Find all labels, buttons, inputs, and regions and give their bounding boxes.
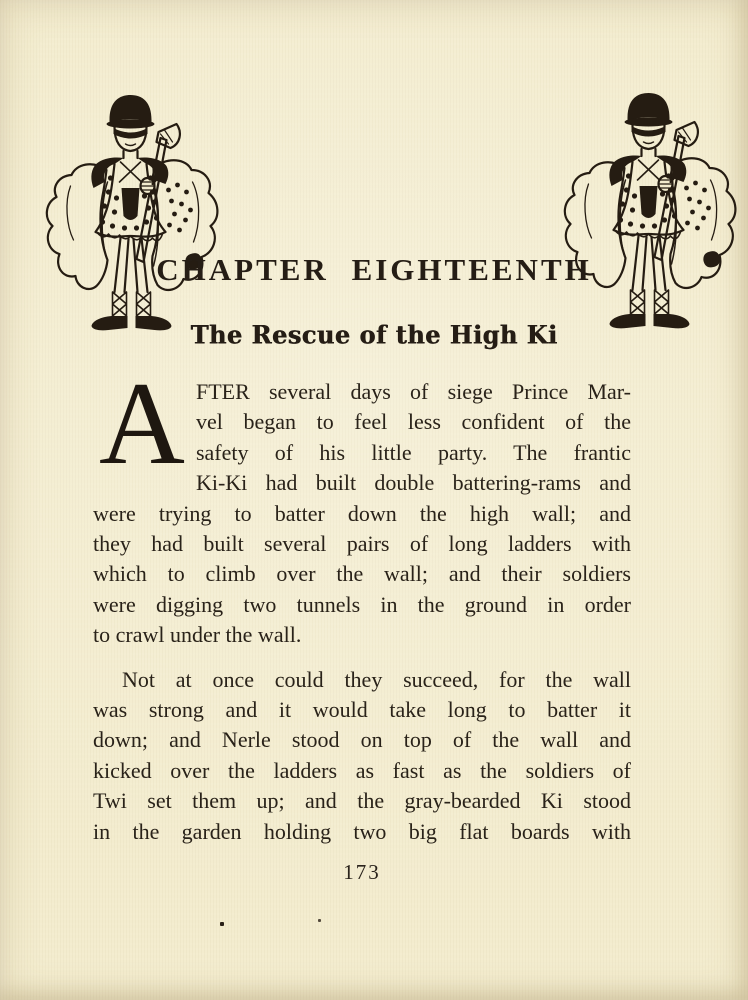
text-line: Twi set them up; and the gray-bearded Ki stood [93,788,631,814]
warrior-illustration-right [556,88,741,338]
chapter-heading: CHAPTER EIGHTEENTH [156,252,592,287]
ink-speck [318,919,321,922]
paragraph-1 [93,357,631,651]
text-line: were digging two tunnels in the ground in order [93,591,631,617]
text-line: kicked over the ladders as fast as the soldiers of [93,757,631,783]
drop-cap: A [99,357,185,489]
text-line: safety of his little party. The frantic [195,439,631,465]
text-line: were trying to batter down the high wall; and [93,500,631,526]
text-line: which to climb over the wall; and their soldiers [93,561,631,587]
text-line: Ki-Ki had built double battering-rams and [195,470,631,496]
text-line: FTER several days of siege Prince Mar- [195,379,631,404]
ink-speck [220,922,224,926]
warrior-illustration-left [38,90,223,340]
paragraph-2-lines [93,665,631,847]
text-line: down; and Nerle stood on top of the wall and [93,727,631,753]
text-line: in the garden holding two big flat boards with [93,818,631,844]
paragraph-2 [93,665,631,847]
body-text [93,357,631,847]
chapter-subtitle: The Rescue of the High Ki [190,319,558,350]
text-line: to crawl under the wall. [93,622,302,648]
page-number: 173 [343,860,381,884]
text-line: Not at once could they succeed, for the wall [122,666,631,692]
text-line: vel began to feel less confident of the [195,409,631,435]
text-line: was strong and it would take long to batter it [93,697,631,723]
text-line: they had built several pairs of long ladders with [93,531,631,557]
